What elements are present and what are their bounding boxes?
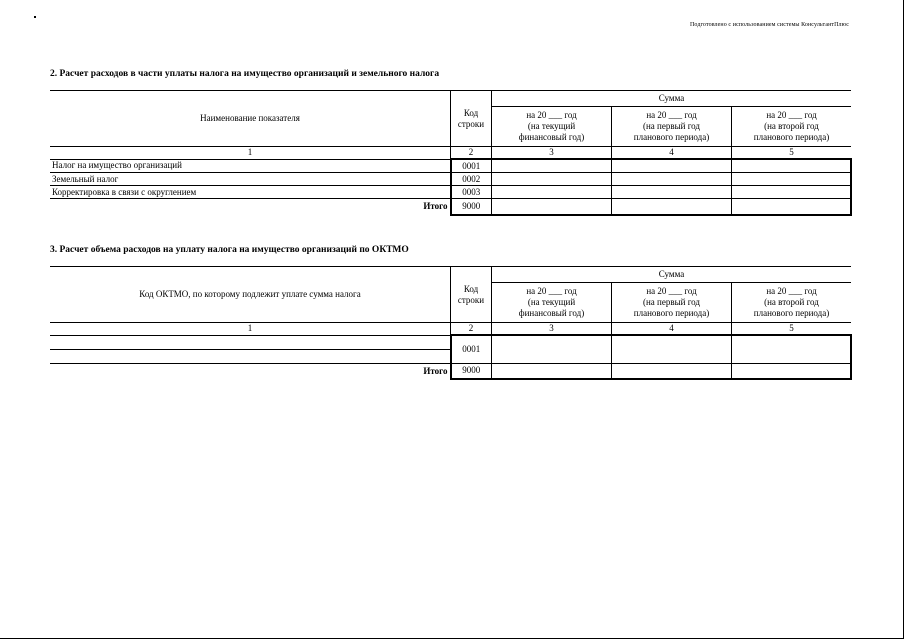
year-second-line1: на 20 ___ год xyxy=(766,286,817,296)
header-year-current xyxy=(492,107,612,147)
cell-year-second[interactable] xyxy=(732,335,852,363)
header-year-current xyxy=(492,283,612,323)
header-year-second xyxy=(732,283,852,323)
table-row xyxy=(50,173,851,186)
year-first-line3: планового периода) xyxy=(633,132,710,142)
total-row xyxy=(50,199,851,215)
year-current-line1: на 20 ___ год xyxy=(526,286,577,296)
prepared-note: Подготовлено с использованием системы КонсультантПлюс xyxy=(690,22,849,28)
row-name: Земельный налог xyxy=(50,173,451,186)
cell-year-second[interactable] xyxy=(732,159,852,173)
header-oktmo-code: Код ОКТМО, по которому подлежит уплате сумма налога xyxy=(50,267,451,323)
col-number-4: 4 xyxy=(612,147,732,160)
cell-year-first[interactable] xyxy=(612,173,732,186)
cell-year-current[interactable] xyxy=(492,186,612,199)
col-number-3: 3 xyxy=(492,147,612,160)
total-year-current[interactable] xyxy=(492,199,612,215)
total-row xyxy=(50,363,851,379)
table-row xyxy=(50,335,851,349)
header-year-first xyxy=(612,107,732,147)
cell-year-first[interactable] xyxy=(612,159,732,173)
year-second-line3: планового периода) xyxy=(753,308,830,318)
year-second-line2: (на второй год xyxy=(764,121,819,131)
year-first-line1: на 20 ___ год xyxy=(646,286,697,296)
year-first-line2: (на первый год xyxy=(642,121,701,131)
year-first-line2: (на первый год xyxy=(642,297,701,307)
year-current-line3: финансовый год) xyxy=(518,308,585,318)
col-number-3: 3 xyxy=(492,323,612,336)
cell-year-first[interactable] xyxy=(612,186,732,199)
total-year-current[interactable] xyxy=(492,363,612,379)
cell-year-second[interactable] xyxy=(732,186,852,199)
cell-year-first[interactable] xyxy=(612,335,732,363)
header-line-code xyxy=(451,91,492,147)
year-second-line1: на 20 ___ год xyxy=(766,110,817,120)
section-3-title: 3. Расчет объема расходов на уплату налога на имущество организаций по ОКТМО xyxy=(50,245,409,255)
header-sum: Сумма xyxy=(492,267,852,283)
expenses-table xyxy=(50,90,852,216)
header-line-code xyxy=(451,267,492,323)
row-name: Корректировка в связи с округлением xyxy=(50,186,451,199)
year-second-line2: (на второй год xyxy=(764,297,819,307)
header-year-second xyxy=(732,107,852,147)
total-year-first[interactable] xyxy=(612,199,732,215)
header-year-first xyxy=(612,283,732,323)
total-code: 9000 xyxy=(451,363,492,379)
year-current-line2: (на текущий xyxy=(527,121,576,131)
table-row xyxy=(50,186,851,199)
header-indicator-name: Наименование показателя xyxy=(50,91,451,147)
total-year-second[interactable] xyxy=(732,199,852,215)
cell-year-current[interactable] xyxy=(492,173,612,186)
col-number-1: 1 xyxy=(50,323,451,336)
header-line-code-text: Код строки xyxy=(457,283,485,305)
section-2-title: 2. Расчет расходов в части уплаты налога на имущество организаций и земельного налога xyxy=(50,69,440,79)
col-number-5: 5 xyxy=(732,147,852,160)
col-number-1: 1 xyxy=(50,147,451,160)
row-code: 0002 xyxy=(451,173,492,186)
cell-year-current[interactable] xyxy=(492,335,612,363)
row-name: Налог на имущество организаций xyxy=(50,159,451,173)
col-number-2: 2 xyxy=(451,323,492,336)
oktmo-value[interactable] xyxy=(50,335,451,349)
col-number-5: 5 xyxy=(732,323,852,336)
year-first-line3: планового периода) xyxy=(633,308,710,318)
year-second-line3: планового периода) xyxy=(753,132,830,142)
total-label: Итого xyxy=(423,201,448,212)
header-sum: Сумма xyxy=(492,91,852,107)
oktmo-table xyxy=(50,266,852,380)
cell-year-second[interactable] xyxy=(732,173,852,186)
total-year-first[interactable] xyxy=(612,363,732,379)
total-code: 9000 xyxy=(451,199,492,215)
row-code: 0001 xyxy=(451,159,492,173)
year-current-line3: финансовый год) xyxy=(518,132,585,142)
table-row xyxy=(50,159,851,173)
year-current-line2: (на текущий xyxy=(527,297,576,307)
col-number-4: 4 xyxy=(612,323,732,336)
year-current-line1: на 20 ___ год xyxy=(526,110,577,120)
scan-dot xyxy=(34,16,36,18)
year-first-line1: на 20 ___ год xyxy=(646,110,697,120)
cell-year-current[interactable] xyxy=(492,159,612,173)
oktmo-value-extra[interactable] xyxy=(50,349,451,363)
row-code: 0001 xyxy=(451,335,492,363)
row-code: 0003 xyxy=(451,186,492,199)
total-label: Итого xyxy=(423,365,448,376)
total-year-second[interactable] xyxy=(732,363,852,379)
header-line-code-text: Код строки xyxy=(457,107,485,129)
col-number-2: 2 xyxy=(451,147,492,160)
